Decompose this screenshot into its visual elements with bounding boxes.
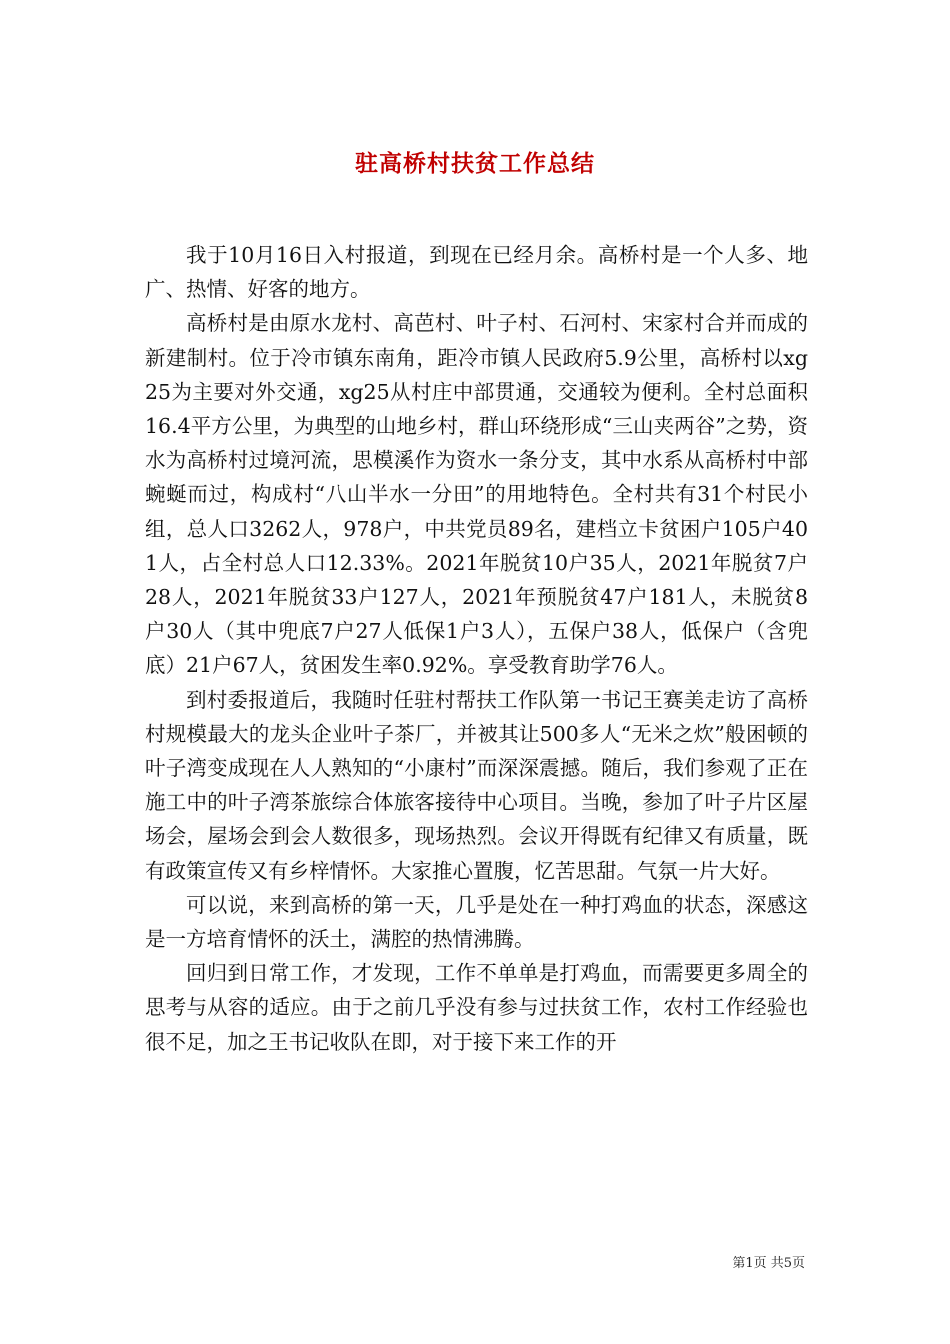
document-body bbox=[145, 238, 808, 1059]
page-number-footer: 第1页 共5页 bbox=[732, 1256, 805, 1271]
paragraph-4: 可以说，来到高桥的第一天，几乎是处在一种打鸡血的状态，深感这是一方培育情怀的沃土，满腔的热情沸腾。 bbox=[145, 892, 808, 952]
paragraph-1: 我于10月16日入村报道，到现在已经月余。高桥村是一个人多、地广、热情、好客的地方。 bbox=[145, 243, 808, 302]
paragraph-5: 回归到日常工作，才发现，工作不单单是打鸡血，而需要更多周全的思考与从容的适应。由于之前几乎没有参与过扶贫工作，农村工作经验也很不足，加之王书记收队在即，对于接下来工作的开 bbox=[145, 961, 808, 1054]
paragraph-2: 高桥村是由原水龙村、高芭村、叶子村、石河村、宋家村合并而成的新建制村。位于冷市镇东南角，距冷市镇人民政府5.9公里，高桥村以xg25为主要对外交通，xg25从村庄中部贯通，交通较为便利。全村总面积16.4平方公里，为典型的山地乡村，群山环绕形成“三山夹两谷”之势，资水为高桥村过境河流，思模溪作为资水一条分支，其中水系从高桥村中部蜿蜒而过，构成村“八山半水一分田”的用地特色。全村共有31个村民小组，总人口3262人，978户，中共党员89名，建档立卡贫困户105户401人，占全村总人口12.33%。2021年脱贫10户35人，2021年脱贫7户28人，2021年脱贫33户127人，2021年预脱贫47户181人，未脱贫8户30人（其中兜底7户27人低保1户3人），五保户38人，低保户（含兜底）21户67人，贫困发生率0.92%。享受教育助学76人。 bbox=[145, 311, 808, 678]
paragraph-3: 到村委报道后，我随时任驻村帮扶工作队第一书记王赛美走访了高桥村规模最大的龙头企业叶子茶厂，并被其让500多人“无米之炊”般困顿的叶子湾变成现在人人熟知的“小康村”而深深震撼。随后，我们参观了正在施工中的叶子湾茶旅综合体旅客接待中心项目。当晚，参加了叶子片区屋场会，屋场会到会人数很多，现场热烈。会议开得既有纪律又有质量，既有政策宣传又有乡梓情怀。大家推心置腹，忆苦思甜。气氛一片大好。 bbox=[145, 687, 808, 883]
page-title: 驻高桥村扶贫工作总结 bbox=[355, 151, 595, 178]
